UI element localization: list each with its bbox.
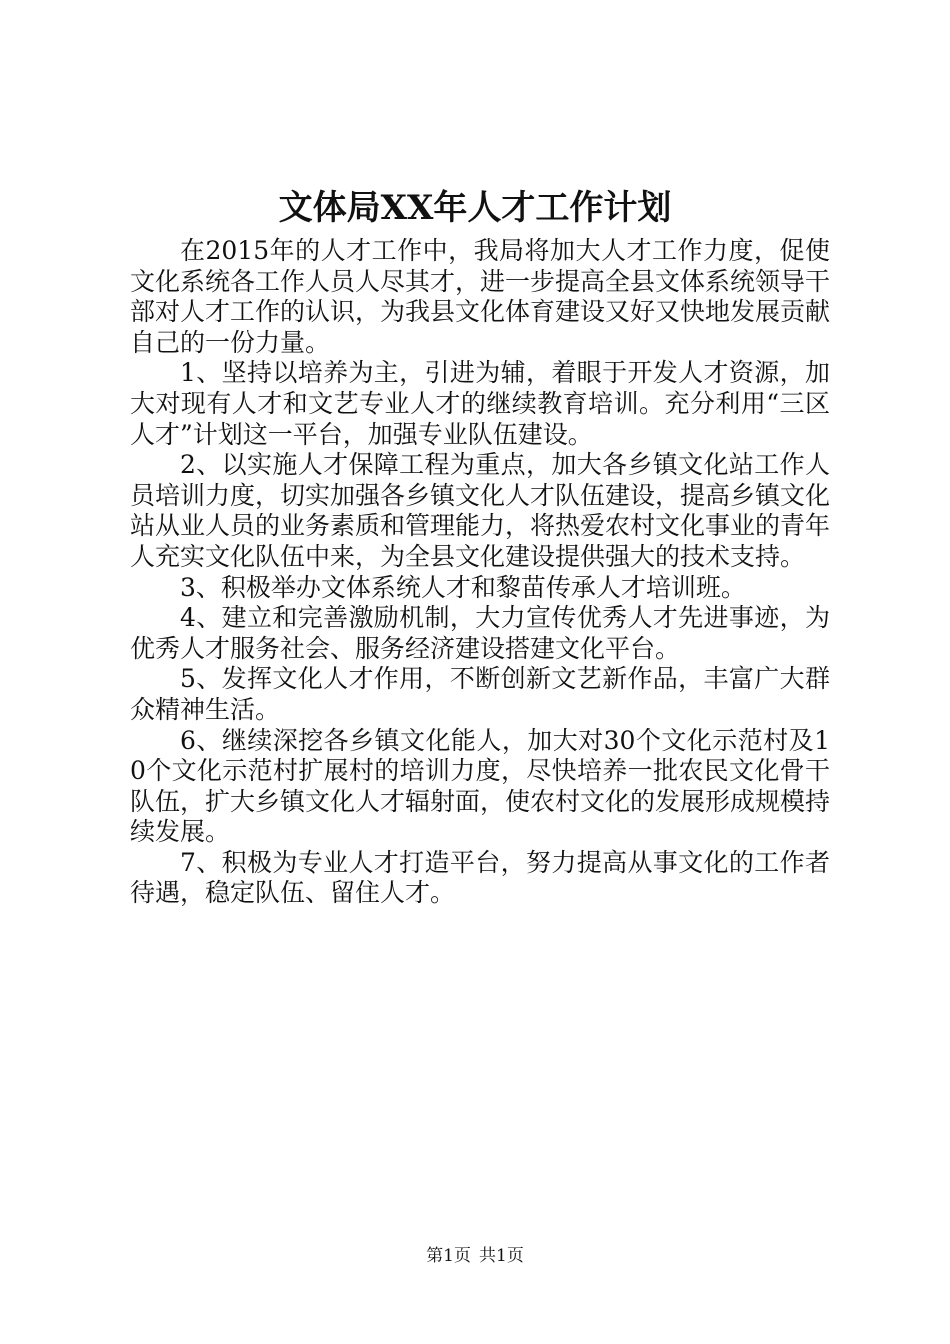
page-number: 第1页: [426, 1246, 471, 1266]
plan-item-4: 4、建立和完善激励机制，大力宣传优秀人才先进事迹，为优秀人才服务社会、服务经济建设搭建文化平台。: [130, 603, 830, 663]
plan-item-7: 7、积极为专业人才打造平台，努力提高从事文化的工作者待遇，稳定队伍、留住人才。: [130, 847, 830, 908]
page-total: 共1页: [479, 1246, 524, 1266]
page-footer: [0, 1246, 950, 1266]
plan-item-6: 6、继续深挖各乡镇文化能人，加大对30个文化示范村及10个文化示范村扩展村的培训力度，尽快培养一批农民文化骨干队伍，扩大乡镇文化人才辐射面，使农村文化的发展形成规模持续发展。: [130, 725, 831, 847]
document-title: 文体局XX年人才工作计划: [278, 188, 672, 228]
plan-item-3: 3、积极举办文体系统人才和黎苗传承人才培训班。: [180, 572, 746, 602]
plan-item-5: 5、发挥文化人才作用，不断创新文艺新作品，丰富广大群众精神生活。: [130, 664, 830, 724]
plan-item-1: 1、坚持以培养为主，引进为辅，着眼于开发人才资源，加大对现有人才和文艺专业人才的继续教育培训。充分利用“三区人才”计划这一平台，加强专业队伍建设。: [130, 358, 830, 449]
plan-item-2: 2、以实施人才保障工程为重点，加大各乡镇文化站工作人员培训力度，切实加强各乡镇文化人才队伍建设，提高乡镇文化站从业人员的业务素质和管理能力，将热爱农村文化事业的青年人充实文化队伍中来，为全县文化建设提供强大的技术支持。: [130, 450, 831, 571]
document-body: [130, 236, 830, 909]
intro-paragraph: 在2015年的人才工作中，我局将加大人才工作力度，促使文化系统各工作人员人尽其才，进一步提高全县文体系统领导干部对人才工作的认识，为我县文化体育建设又好又快地发展贡献自己的一份力量。: [130, 236, 831, 357]
